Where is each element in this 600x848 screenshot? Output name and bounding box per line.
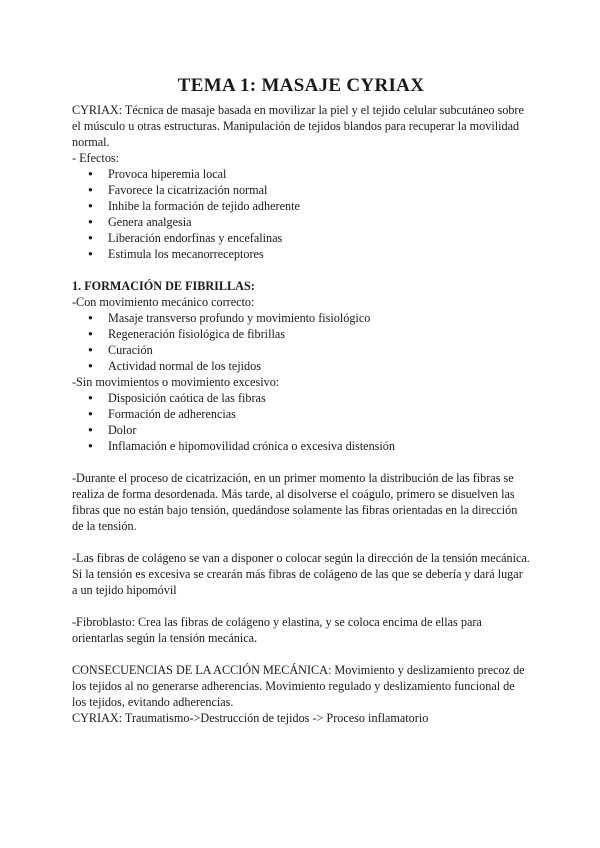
- document-page: [72, 74, 530, 726]
- incorrect-movement-label: -Sin movimientos o movimiento excesivo:: [72, 375, 280, 389]
- correct-movement-label: -Con movimiento mecánico correcto:: [72, 295, 255, 309]
- consequences-paragraph: CONSECUENCIAS DE LA ACCIÓN MECÁNICA: Movimiento y deslizamiento precoz de los tejidos al no generarse adherencias. Movimiento regulado y deslizamiento funcional de los tejidos, evitando adherencias.: [72, 663, 525, 709]
- list-item: ● Inhibe la formación de tejido adherente: [72, 198, 530, 214]
- section-heading: 1. FORMACIÓN DE FIBRILLAS:: [72, 279, 255, 293]
- list-item: ● Dolor: [72, 422, 530, 438]
- list-item: ● Genera analgesia: [72, 214, 530, 230]
- list-item: ● Estimula los mecanorreceptores: [72, 246, 530, 262]
- effects-list: [72, 166, 530, 262]
- list-item: ● Actividad normal de los tejidos: [72, 358, 530, 374]
- list-item: ● Favorece la cicatrización normal: [72, 182, 530, 198]
- correct-movement-list: [72, 310, 530, 374]
- page-title: TEMA 1: MASAJE CYRIAX: [177, 75, 425, 96]
- list-item: ● Provoca hiperemia local: [72, 166, 530, 182]
- collagen-paragraph: -Las fibras de colágeno se van a disponer o colocar según la dirección de la tensión mecánica. Si la tensión es excesiva se crearán más fibras de colágeno de las que se debería y dará lugar a un tejido hipomóvil: [72, 551, 530, 597]
- spacer: [72, 454, 530, 470]
- effects-label: - Efectos:: [72, 151, 120, 165]
- list-item: ● Inflamación e hipomovilidad crónica o excesiva distensión: [72, 438, 530, 454]
- cyriax-chain-paragraph: CYRIAX: Traumatismo->Destrucción de tejidos -> Proceso inflamatorio: [72, 711, 429, 725]
- healing-paragraph: -Durante el proceso de cicatrización, en un primer momento la distribución de las fibras se realiza de forma desordenada. Más tarde, al disolverse el coágulo, primero se disuelven las fibras que no están bajo tensión, quedándose solamente las fibras orientadas en la dirección de la tensión.: [72, 471, 518, 533]
- intro-paragraph: CYRIAX: Técnica de masaje basada en movilizar la piel y el tejido celular subcutáneo sobre el músculo u otras estructuras. Manipulación de tejidos blandos para recuperar la movilidad normal.: [72, 103, 524, 149]
- list-item: ● Regeneración fisiológica de fibrillas: [72, 326, 530, 342]
- spacer: [72, 598, 530, 614]
- spacer: [72, 646, 530, 662]
- list-item: ● Disposición caótica de las fibras: [72, 390, 530, 406]
- fibroblast-paragraph: -Fibroblasto: Crea las fibras de colágeno y elastina, y se coloca encima de ellas para orientarlas según la tensión mecánica.: [72, 615, 482, 645]
- list-item: ● Masaje transverso profundo y movimiento fisiológico: [72, 310, 530, 326]
- spacer: [72, 534, 530, 550]
- incorrect-movement-list: [72, 390, 530, 454]
- list-item: ● Liberación endorfinas y encefalinas: [72, 230, 530, 246]
- list-item: ● Formación de adherencias: [72, 406, 530, 422]
- list-item: ● Curación: [72, 342, 530, 358]
